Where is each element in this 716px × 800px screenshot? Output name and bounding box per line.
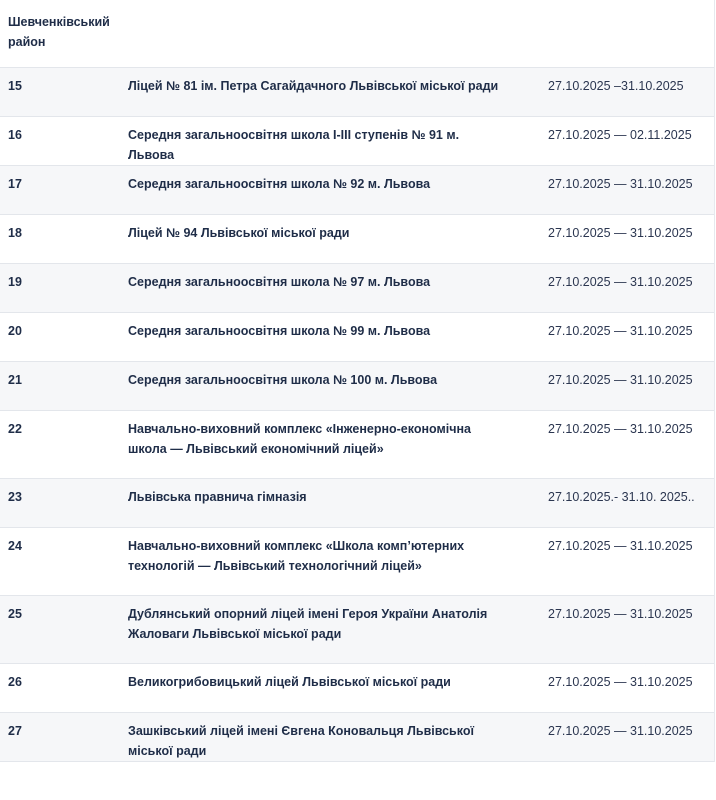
school-name: Львівська правнича гімназія [128, 490, 307, 504]
school-name: Дублянський опорний ліцей імені Героя України Анатолія Жаловаги Львівської міської ради [128, 607, 488, 641]
table-row [0, 478, 714, 527]
school-name: Навчально-виховний комплекс «Інженерно-економічна школа — Львівський економічний ліцей» [128, 422, 471, 456]
quarantine-dates: 27.10.2025 — 31.10.2025 [548, 324, 693, 338]
row-number: 27 [8, 724, 22, 738]
row-number: 22 [8, 422, 22, 436]
school-name: Ліцей № 94 Львівської міської ради [128, 226, 350, 240]
table-row [0, 712, 714, 761]
quarantine-dates: 27.10.2025 — 31.10.2025 [548, 539, 693, 553]
school-name: Середня загальноосвітня школа № 99 м. Львова [128, 324, 431, 338]
school-name: Ліцей № 81 ім. Петра Сагайдачного Львівської міської ради [128, 79, 499, 93]
quarantine-dates: 27.10.2025 — 31.10.2025 [548, 675, 693, 689]
table-row [0, 361, 714, 410]
table-row [0, 663, 714, 712]
table-row [0, 116, 714, 165]
table-row [0, 595, 714, 663]
row-number: 15 [8, 79, 22, 93]
quarantine-dates: 27.10.2025 — 31.10.2025 [548, 422, 693, 436]
quarantine-dates: 27.10.2025 — 02.11.2025 [548, 128, 692, 142]
table-row [0, 67, 714, 116]
quarantine-dates: 27.10.2025 — 31.10.2025 [548, 275, 693, 289]
table-row [0, 263, 714, 312]
quarantine-dates: 27.10.2025 — 31.10.2025 [548, 177, 693, 191]
row-number: 24 [8, 539, 22, 553]
table-row [0, 312, 714, 361]
row-number: 17 [8, 177, 22, 191]
table-bottom-border [0, 761, 714, 762]
quarantine-dates: 27.10.2025 — 31.10.2025 [548, 373, 693, 387]
quarantine-dates: 27.10.2025 — 31.10.2025 [548, 724, 693, 738]
table-row [0, 527, 714, 595]
row-number: 16 [8, 128, 22, 142]
school-name: Великогрибовицький ліцей Львівської міської ради [128, 675, 451, 689]
row-number: 26 [8, 675, 22, 689]
district-header-row [0, 0, 714, 67]
row-number: 19 [8, 275, 22, 289]
row-number: 18 [8, 226, 22, 240]
row-number: 21 [8, 373, 22, 387]
table-row [0, 410, 714, 478]
row-number: 25 [8, 607, 22, 621]
table-row [0, 165, 714, 214]
quarantine-dates: 27.10.2025.- 31.10. 2025.. [548, 490, 695, 504]
district-title: Шевченківський район [8, 15, 110, 49]
school-name: Середня загальноосвітня школа № 100 м. Львова [128, 373, 438, 387]
school-name: Середня загальноосвітня школа № 97 м. Львова [128, 275, 431, 289]
table-row [0, 214, 714, 263]
school-name: Середня загальноосвітня школа № 92 м. Львова [128, 177, 431, 191]
school-name: Зашківський ліцей імені Євгена Коновальця Львівської міської ради [128, 724, 474, 758]
quarantine-dates: 27.10.2025 –31.10.2025 [548, 79, 684, 93]
school-name: Середня загальноосвітня школа І-ІІІ ступенів № 91 м. Львова [128, 128, 460, 162]
school-name: Навчально-виховний комплекс «Школа комп’ютерних технологій — Львівський технологічний ліцей» [128, 539, 465, 573]
quarantine-dates: 27.10.2025 — 31.10.2025 [548, 607, 693, 621]
table-body [0, 67, 714, 761]
row-number: 23 [8, 490, 22, 504]
quarantine-dates: 27.10.2025 — 31.10.2025 [548, 226, 693, 240]
row-number: 20 [8, 324, 22, 338]
